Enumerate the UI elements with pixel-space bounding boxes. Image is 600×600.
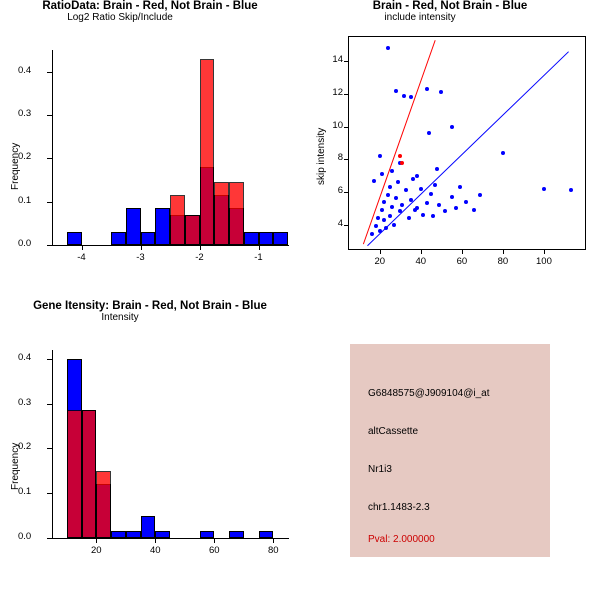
y-tick-label-scatter-3: 10 (332, 119, 343, 131)
y-tick-gene-4 (47, 359, 52, 360)
scatter-point-0000ff-1 (374, 224, 378, 228)
bar-ratio-not-11 (259, 232, 274, 245)
y-tick-label-gene-0: 0.0 (18, 531, 32, 542)
bar-gene-brain-2 (96, 471, 111, 538)
y-tick-ratio-4 (47, 72, 52, 73)
y-tick-label-ratio-4: 0.4 (18, 64, 32, 76)
y-tick-ratio-3 (47, 115, 52, 116)
axis-label-x-gene: Intensity (101, 312, 139, 323)
scatter-point-0000ff-48 (380, 172, 384, 176)
x-tick-label-scatter-2: 60 (456, 256, 468, 267)
scatter-point-0000ff-45 (501, 151, 505, 155)
y-tick-label-gene-2: 0.2 (18, 441, 32, 453)
y-tick-gene-3 (47, 404, 52, 405)
scatter-point-0000ff-54 (372, 179, 376, 183)
x-tick-scatter-1 (421, 249, 422, 254)
scatter-point-0000ff-49 (390, 169, 394, 173)
x-tick-scatter-3 (503, 249, 504, 254)
y-tick-label-scatter-4: 12 (332, 87, 343, 99)
scatter-point-0000ff-7 (384, 226, 388, 230)
bar-ratio-not-12 (273, 232, 288, 245)
blue-trend (367, 52, 568, 246)
y-tick-gene-0 (47, 538, 52, 539)
scatter-point-0000ff-51 (415, 174, 419, 178)
scatter-point-0000ff-12 (392, 223, 396, 227)
x-tick-label-scatter-4: 100 (536, 256, 552, 267)
y-tick-label-gene-1: 0.1 (18, 486, 32, 498)
y-tick-label-scatter-5: 14 (332, 54, 343, 66)
y-tick-ratio-1 (47, 202, 52, 203)
bar-gene-not-9 (259, 531, 274, 538)
x-tick-ratio-1 (141, 245, 142, 250)
axis-label-x-scatter: include intensity (384, 12, 456, 23)
bar-gene-not-5 (141, 516, 156, 538)
bar-gene-brain-1 (82, 410, 97, 538)
x-tick-ratio-2 (200, 245, 201, 250)
y-tick-gene-2 (47, 448, 52, 449)
x-tick-gene-2 (214, 538, 215, 543)
x-tick-label-ratio-1: -3 (136, 252, 145, 263)
x-tick-label-scatter-0: 20 (374, 256, 386, 267)
panel-scatter (300, 0, 600, 300)
scatter-point-0000ff-42 (409, 95, 413, 99)
x-tick-scatter-4 (544, 249, 545, 254)
x-tick-label-ratio-3: -1 (254, 252, 263, 263)
x-tick-gene-3 (273, 538, 274, 543)
bar-ratio-not-1 (111, 232, 126, 245)
scatter-point-0000ff-20 (409, 198, 413, 202)
y-tick-label-ratio-0: 0.0 (18, 238, 32, 249)
x-axis-ratio (52, 245, 289, 246)
bar-ratio-brain-1 (185, 215, 200, 245)
x-tick-label-scatter-1: 40 (415, 256, 427, 267)
bar-gene-not-7 (200, 531, 215, 538)
y-tick-ratio-2 (47, 158, 52, 159)
bar-ratio-not-4 (155, 208, 170, 245)
info-gene: Nr1i3 (368, 464, 392, 475)
y-axis-gene (52, 350, 53, 539)
x-tick-gene-0 (96, 538, 97, 543)
chart-title-ratio: RatioData: Brain - Red, Not Brain - Blue (42, 0, 258, 12)
x-tick-label-scatter-3: 80 (497, 256, 509, 267)
scatter-point-0000ff-11 (390, 205, 394, 209)
bar-gene-not-8 (229, 531, 244, 538)
scatter-point-0000ff-10 (388, 185, 392, 189)
scatter-point-0000ff-5 (382, 218, 386, 222)
bar-gene-brain-0 (67, 410, 82, 538)
y-tick-label-ratio-1: 0.1 (18, 194, 32, 206)
scatter-point-0000ff-37 (464, 200, 468, 204)
chart-title-scatter: Brain - Red, Not Brain - Blue (372, 0, 528, 12)
panel-info (300, 300, 600, 600)
scatter-point-0000ff-0 (370, 232, 374, 236)
scatter-point-0000ff-36 (458, 185, 462, 189)
y-tick-label-scatter-0: 4 (337, 217, 343, 229)
bar-ratio-not-2 (126, 208, 141, 245)
x-tick-label-gene-3: 80 (267, 545, 279, 556)
chart-title-gene: Gene Itensity: Brain - Red, Not Brain - Blue (33, 300, 267, 312)
scatter-point-0000ff-6 (382, 200, 386, 204)
bar-ratio-not-3 (141, 232, 156, 245)
scatter-point-0000ff-47 (569, 188, 573, 192)
scatter-point-0000ff-34 (450, 195, 454, 199)
info-event-type: altCassette (368, 426, 419, 437)
scatter-point-0000ff-28 (429, 192, 433, 196)
info-probe-id: G6848575@J909104@i_at (368, 388, 490, 399)
scatter-point-ff0000-1 (400, 161, 404, 165)
scatter-point-0000ff-23 (415, 206, 419, 210)
scatter-point-0000ff-3 (378, 229, 382, 233)
y-tick-label-scatter-2: 8 (337, 152, 343, 164)
bar-ratio-brain-3 (214, 182, 229, 245)
x-tick-gene-1 (155, 538, 156, 543)
y-tick-label-scatter-1: 6 (337, 184, 343, 196)
axis-label-x-ratio: Log2 Ratio Skip/Include (67, 12, 173, 23)
y-tick-label-ratio-3: 0.3 (18, 108, 32, 119)
axis-label-y-scatter: skip intensity (316, 127, 327, 185)
panel-ratio-histogram (0, 0, 300, 300)
panel-gene-histogram (0, 300, 300, 600)
info-pval: Pval: 2.000000 (368, 534, 435, 545)
x-tick-label-ratio-0: -4 (77, 252, 86, 263)
axis-label-y-ratio: Frequency (10, 142, 21, 190)
scatter-point-0000ff-41 (394, 89, 398, 93)
axis-label-y-gene: Frequency (10, 442, 21, 490)
x-axis-gene (52, 538, 289, 539)
bar-gene-not-3 (111, 531, 126, 538)
y-tick-label-ratio-2: 0.2 (18, 151, 32, 163)
bar-gene-not-4 (126, 531, 141, 538)
y-tick-gene-1 (47, 493, 52, 494)
scatter-point-0000ff-19 (407, 216, 411, 220)
info-box (350, 344, 550, 557)
scatter-point-0000ff-44 (450, 125, 454, 129)
scatter-point-0000ff-24 (419, 187, 423, 191)
bar-ratio-not-0 (67, 232, 82, 245)
y-tick-label-gene-3: 0.3 (18, 396, 32, 408)
scatter-point-0000ff-2 (376, 216, 380, 220)
scatter-point-0000ff-25 (421, 213, 425, 217)
bar-gene-not-6 (155, 531, 170, 538)
scatter-point-0000ff-35 (454, 206, 458, 210)
x-tick-ratio-0 (82, 245, 83, 250)
x-tick-label-gene-2: 60 (208, 545, 220, 556)
y-tick-label-gene-4: 0.4 (18, 351, 32, 363)
bar-ratio-brain-0 (170, 195, 185, 245)
y-tick-ratio-0 (47, 245, 52, 246)
y-axis-ratio (52, 50, 53, 246)
x-tick-label-ratio-2: -2 (195, 252, 204, 263)
x-tick-label-gene-1: 40 (149, 545, 161, 556)
x-tick-scatter-2 (462, 249, 463, 254)
x-tick-ratio-3 (259, 245, 260, 250)
x-tick-scatter-0 (380, 249, 381, 254)
x-tick-label-gene-0: 20 (90, 545, 102, 556)
scatter-point-0000ff-4 (380, 208, 384, 212)
info-location: chr1.1483-2.3 (368, 502, 430, 513)
scatter-point-0000ff-46 (542, 187, 546, 191)
bar-ratio-brain-4 (229, 182, 244, 245)
bar-ratio-not-10 (244, 232, 259, 245)
scatter-point-0000ff-21 (411, 177, 415, 181)
bar-ratio-brain-2 (200, 59, 215, 245)
scatter-point-0000ff-53 (378, 154, 382, 158)
